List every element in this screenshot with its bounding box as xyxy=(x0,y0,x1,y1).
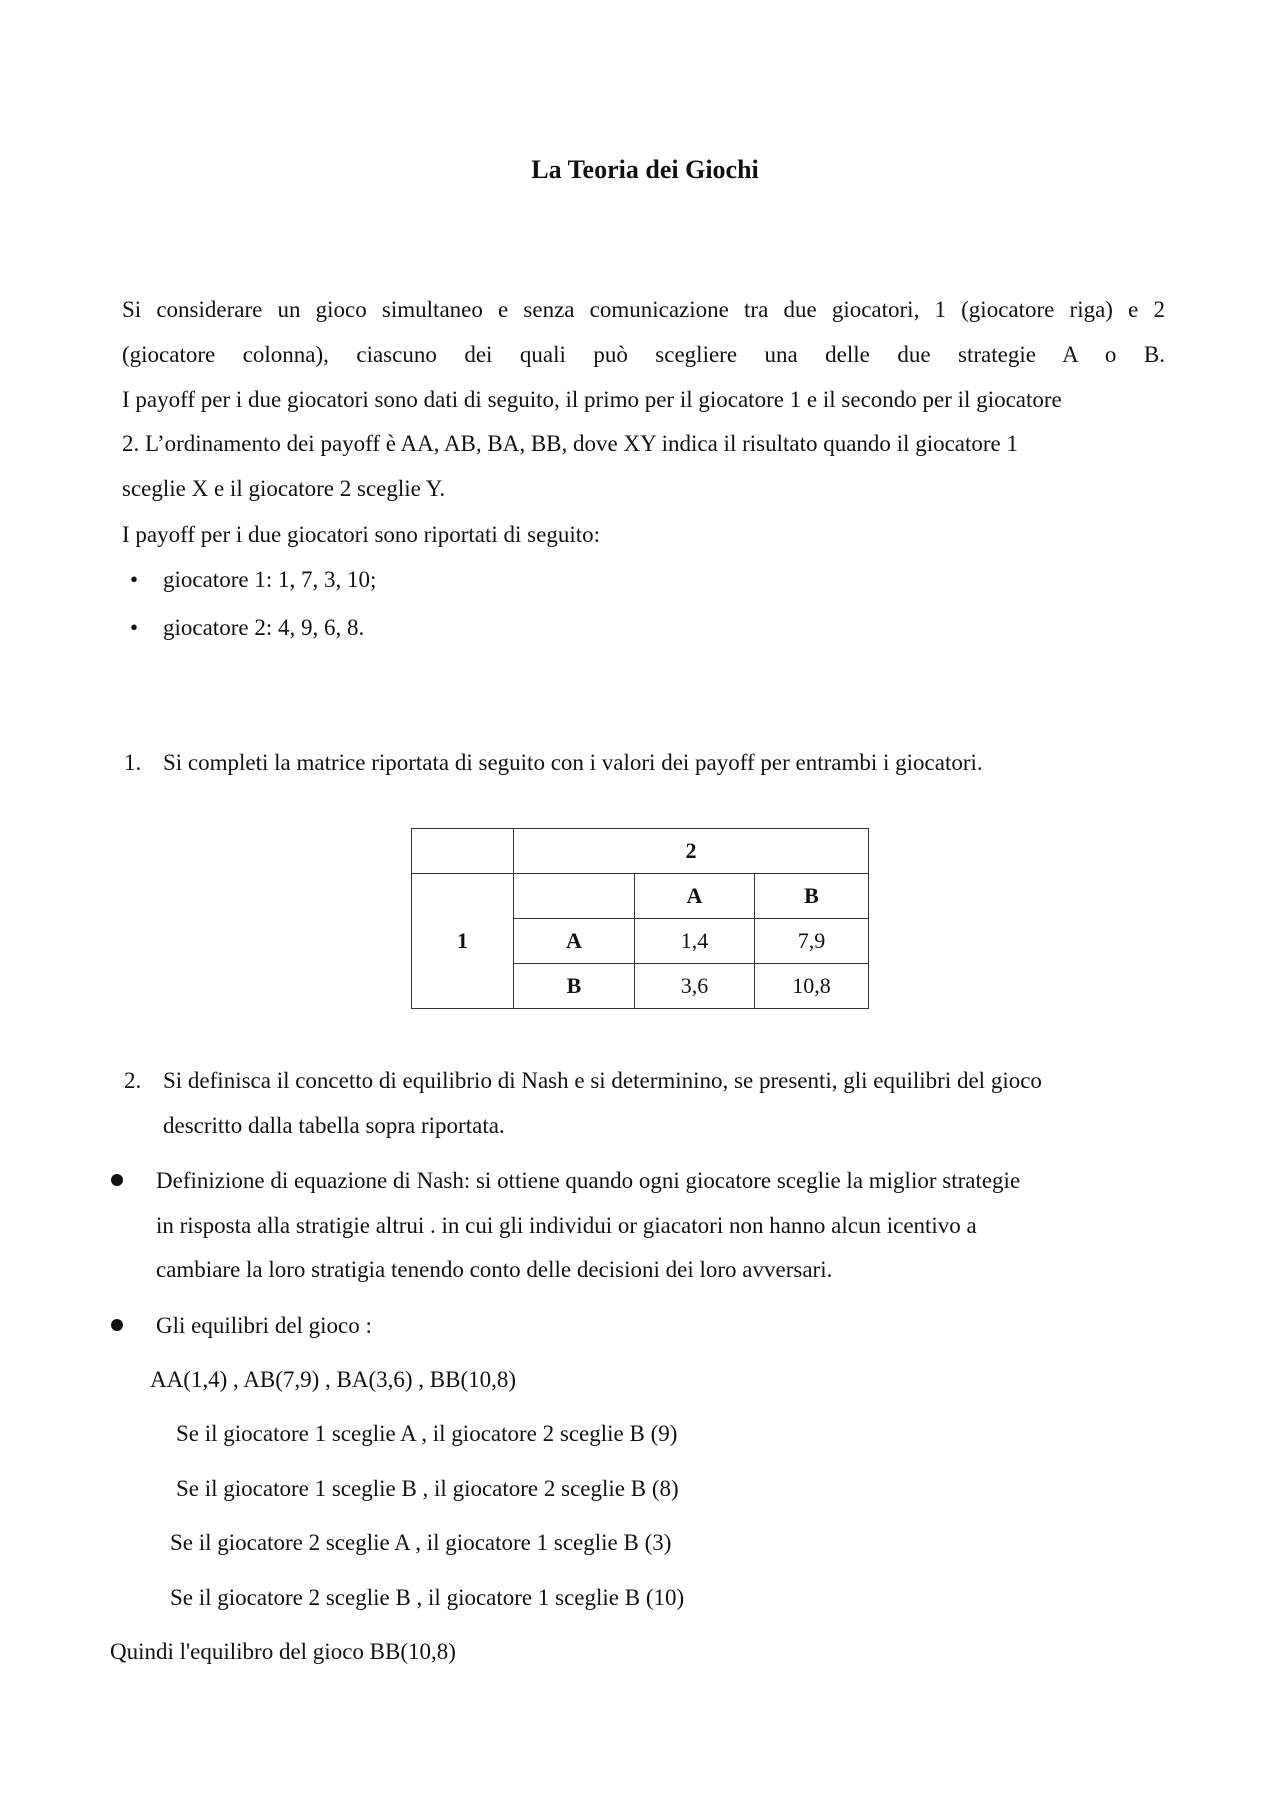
question-number: 1. xyxy=(124,750,142,775)
question-text: Si completi la matrice riportata di seguito con i valori dei payoff per entrambi i giocatori. xyxy=(163,750,983,775)
definition-line: Definizione di equazione di Nash: si ottiene quando ogni giocatore sceglie la miglior strategie xyxy=(156,1168,1021,1193)
payoff-matrix xyxy=(411,828,869,1009)
intro-line: Si considerare un gioco simultaneo e senza comunicazione tra due giocatori, 1 (giocatore riga) e 2 xyxy=(122,297,1165,322)
intro-line: I payoff per i due giocatori sono riportati di seguito: xyxy=(122,522,600,547)
col-header: A xyxy=(635,874,755,919)
bullet-icon: • xyxy=(130,615,139,640)
payoff-bullet: giocatore 1: 1, 7, 3, 10; xyxy=(163,567,377,592)
col-header: B xyxy=(755,874,869,919)
definition-line: in risposta alla stratigie altrui . in cui gli individui or giacatori non hanno alcun icentivo a xyxy=(156,1213,977,1238)
payoff-cell: 3,6 xyxy=(635,964,755,1009)
column-player-label: 2 xyxy=(514,829,869,874)
reasoning-line: Se il giocatore 2 sceglie A , il giocatore 1 sceglie B (3) xyxy=(170,1530,672,1555)
definition-line: cambiare la loro stratigia tenendo conto delle decisioni dei loro avversari. xyxy=(156,1257,833,1282)
empty-cell xyxy=(412,829,514,874)
payoff-cell: 1,4 xyxy=(635,919,755,964)
row-player-label: 1 xyxy=(412,874,514,1009)
intro-line: 2. L’ordinamento dei payoff è AA, AB, BA, BB, dove XY indica il risultato quando il giocatore 1 xyxy=(122,431,1019,456)
reasoning-line: Se il giocatore 1 sceglie B , il giocatore 2 sceglie B (8) xyxy=(176,1476,679,1501)
empty-cell xyxy=(514,874,635,919)
question-text: Si definisca il concetto di equilibrio di Nash e si determinino, se presenti, gli equilibri del gioco xyxy=(163,1068,1042,1093)
intro-line: I payoff per i due giocatori sono dati di seguito, il primo per il giocatore 1 e il secondo per il giocatore xyxy=(122,387,1062,412)
question-text: descritto dalla tabella sopra riportata. xyxy=(163,1113,505,1138)
payoff-cell: 10,8 xyxy=(755,964,869,1009)
bullet-icon xyxy=(111,1174,123,1186)
reasoning-line: Se il giocatore 2 sceglie B , il giocatore 1 sceglie B (10) xyxy=(170,1585,685,1610)
page-title: La Teoria dei Giochi xyxy=(531,155,759,184)
payoff-cell: 7,9 xyxy=(755,919,869,964)
row-header: A xyxy=(514,919,635,964)
question-number: 2. xyxy=(124,1068,142,1093)
bullet-icon xyxy=(111,1319,123,1331)
intro-line: (giocatore colonna), ciascuno dei quali può scegliere una delle due strategie A o B. xyxy=(122,342,1165,367)
row-header: B xyxy=(514,964,635,1009)
payoff-bullet: giocatore 2: 4, 9, 6, 8. xyxy=(163,615,365,640)
intro-line: sceglie X e il giocatore 2 sceglie Y. xyxy=(122,476,446,501)
reasoning-line: Se il giocatore 1 sceglie A , il giocatore 2 sceglie B (9) xyxy=(176,1421,678,1446)
conclusion: Quindi l'equilibro del gioco BB(10,8) xyxy=(110,1639,456,1664)
outcomes-line: AA(1,4) , AB(7,9) , BA(3,6) , BB(10,8) xyxy=(150,1367,517,1392)
equilibria-heading: Gli equilibri del gioco : xyxy=(156,1313,372,1338)
bullet-icon: • xyxy=(130,567,139,592)
